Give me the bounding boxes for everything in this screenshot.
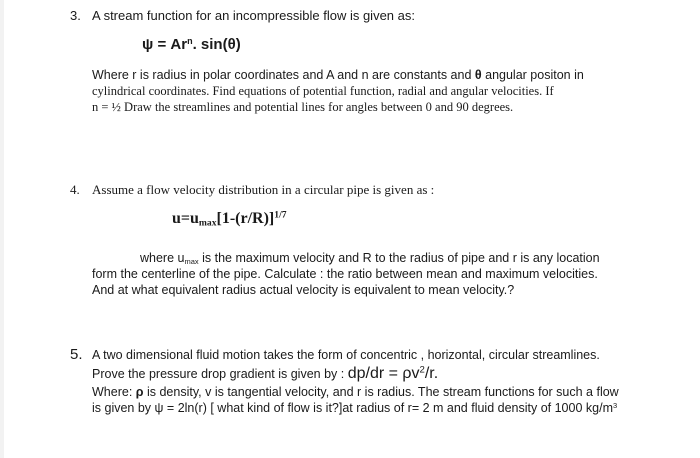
psi-symbol: ψ: [142, 36, 154, 53]
q5-text-line-3: Where: ρ is density, v is tangential velocity, and r is radius. The stream functions for such a flow: [92, 385, 619, 399]
q4-intro: Assume a flow velocity distribution in a circular pipe is given as :: [92, 182, 435, 197]
q3-intro: A stream function for an incompressible flow is given as:: [92, 8, 415, 23]
q3-text-line-2: cylindrical coordinates. Find equations of potential function, radial and angular velocities. If: [92, 84, 554, 98]
theta-symbol: θ: [227, 36, 236, 53]
page-edge: [0, 0, 4, 458]
q4-equation: $u=u_{max}[1-(r/R)]^{1/7}$: [172, 209, 287, 229]
q4-text-line-2: form the centerline of the pipe. Calculate : the ratio between mean and maximum velocities.: [92, 267, 598, 281]
q3-number: 3.: [70, 8, 81, 23]
q3-text-line-1: Where r is radius in polar coordinates and A and n are constants and θ angular positon in: [92, 68, 584, 82]
q4-number: 4.: [70, 182, 80, 197]
q4-text-line-3: And at what equivalent radius actual velocity is equivalent to mean velocity.?: [92, 283, 515, 297]
q5-number: 5.: [70, 346, 83, 363]
q5-text-line-2: Prove the pressure drop gradient is given by : $dp/dr = \rho v^2/r$.: [92, 364, 439, 382]
q3-text-line-3: n = ½ Draw the streamlines and potential lines for angles between 0 and 90 degrees.: [92, 100, 514, 114]
psi-symbol: ψ: [154, 401, 164, 415]
pressure-gradient-equation: $dp/dr = \rho v^2/r$.: [347, 364, 439, 382]
q5-text-line-1: A two dimensional fluid motion takes the form of concentric , horizontal, circular streamlines.: [92, 348, 600, 362]
q3-equation: $\psi = Ar^n$. sin(θ): [142, 36, 241, 53]
theta-symbol: θ: [474, 68, 482, 82]
q5-text-line-4: is given by ψ = 2ln(r) [ what kind of flow is it?]at radius of r= 2 m and fluid density of 1000 $kg/m^3$: [92, 400, 618, 415]
rho-symbol: ρ: [135, 385, 144, 399]
q4-text-line-1: where $u_{max}$ is the maximum velocity and R to the radius of pipe and r is any location: [140, 251, 600, 266]
